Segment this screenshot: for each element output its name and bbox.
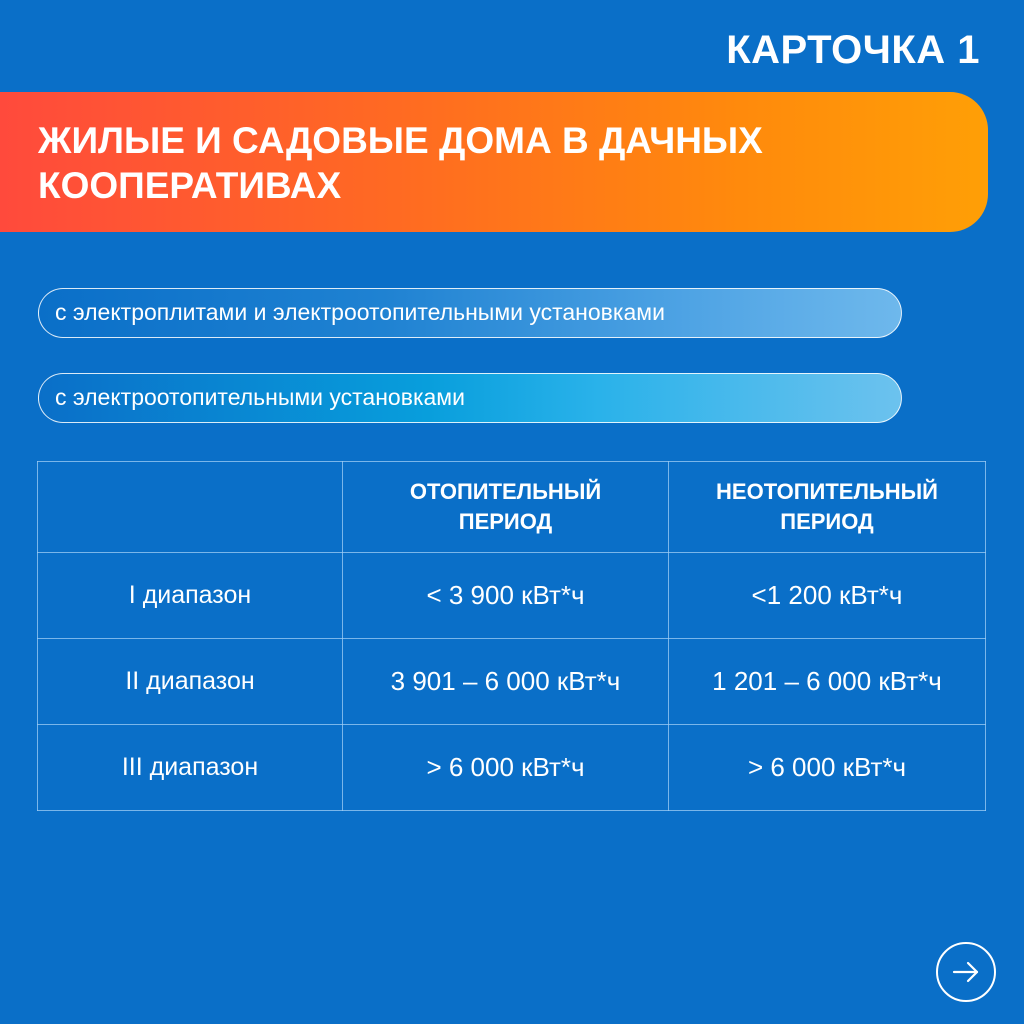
table-row — [38, 725, 986, 811]
non-heating-value: > 6 000 кВт*ч — [669, 725, 986, 811]
range-label: III диапазон — [38, 725, 343, 811]
arrow-right-circle-icon — [950, 956, 982, 988]
tariff-table — [37, 461, 986, 811]
heating-value: > 6 000 кВт*ч — [343, 725, 669, 811]
non-heating-value: <1 200 кВт*ч — [669, 553, 986, 639]
table-header-non-heating-period: НЕОТОПИТЕЛЬНЫЙ ПЕРИОД — [669, 462, 986, 553]
table-header-row — [38, 462, 986, 553]
range-label: I диапазон — [38, 553, 343, 639]
table-header-empty — [38, 462, 343, 553]
table-row — [38, 639, 986, 725]
title-banner — [0, 92, 988, 232]
table-header-heating-period: ОТОПИТЕЛЬНЫЙ ПЕРИОД — [343, 462, 669, 553]
category-pill-heating: с электроотопительными установками — [38, 373, 902, 423]
table-row — [38, 553, 986, 639]
heating-value: 3 901 – 6 000 кВт*ч — [343, 639, 669, 725]
heating-value: < 3 900 кВт*ч — [343, 553, 669, 639]
non-heating-value: 1 201 – 6 000 кВт*ч — [669, 639, 986, 725]
title-line-2: КООПЕРАТИВАХ — [38, 165, 342, 206]
range-label: II диапазон — [38, 639, 343, 725]
title-line-1: ЖИЛЫЕ И САДОВЫЕ ДОМА В ДАЧНЫХ — [38, 120, 763, 161]
next-card-button[interactable] — [936, 942, 996, 1002]
card-number: КАРТОЧКА 1 — [726, 28, 980, 72]
category-pill-stoves-heating: с электроплитами и электроотопительными установками — [38, 288, 902, 338]
